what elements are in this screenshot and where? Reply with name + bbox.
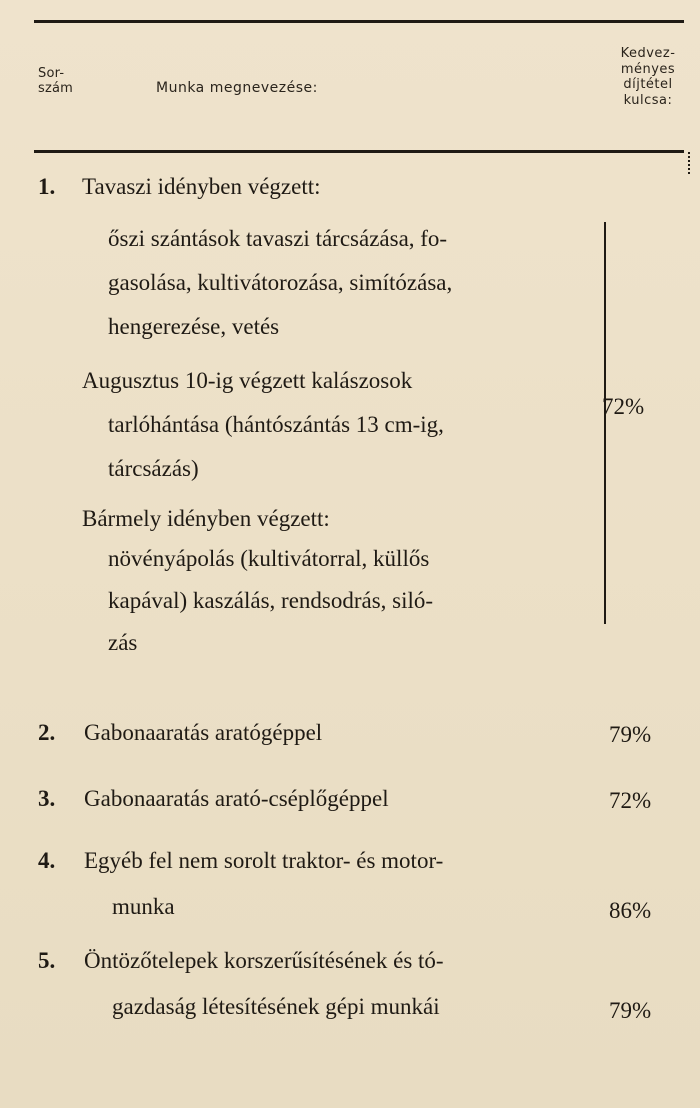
item-1-line: gasolása, kultivátorozása, simítózása, <box>108 270 453 295</box>
item-4-line: Egyéb fel nem sorolt traktor- és motor- <box>84 848 444 873</box>
item-1-line: növényápolás (kultivátorral, küllős <box>108 546 430 571</box>
item-1-line: kapával) kaszálás, rendsodrás, siló- <box>108 588 434 613</box>
item-1-line: Tavaszi idényben végzett: <box>82 174 321 199</box>
item-1-rate: 72% <box>602 394 645 419</box>
header-rate-line2: ményes <box>620 61 676 77</box>
item-4-rate: 86% <box>609 898 652 923</box>
header-sorszam-line1: Sor- <box>38 66 65 81</box>
item-3-line: Gabonaaratás arató-cséplőgéppel <box>84 786 389 811</box>
header-rate-line1: Kedvez- <box>620 46 676 61</box>
item-5-line: gazdaság létesítésének gépi munkái <box>112 994 440 1019</box>
item-2-rate: 79% <box>609 722 652 747</box>
header-rate <box>606 46 690 108</box>
item-1-line: Bármely idényben végzett: <box>82 506 330 531</box>
item-1-line: tárcsázás) <box>108 456 199 481</box>
header-munka: Munka megnevezése: <box>156 80 318 96</box>
item-5-number: 5. <box>38 948 56 973</box>
item-4-line: munka <box>112 894 175 919</box>
item-1-line: őszi szántások tavaszi tárcsázása, fo- <box>108 226 448 251</box>
header-rule <box>34 150 684 153</box>
header-sorszam-line2: szám <box>38 81 74 96</box>
top-rule <box>34 20 684 23</box>
header-sorszam <box>38 66 73 96</box>
item-1-line: tarlóhántása (hántószántás 13 cm-ig, <box>108 412 444 437</box>
item-3-rate: 72% <box>609 788 652 813</box>
item-3-number: 3. <box>38 786 56 811</box>
item-1-line: Augusztus 10-ig végzett kalászosok <box>82 368 413 393</box>
item-2-number: 2. <box>38 720 56 745</box>
item-5-line: Öntözőtelepek korszerűsítésének és tó- <box>84 948 444 973</box>
item-2-line: Gabonaaratás aratógéppel <box>84 720 323 745</box>
header-rate-line4: kulcsa: <box>623 92 673 108</box>
item-1-line: zás <box>108 630 138 655</box>
item-1-brace <box>592 222 606 624</box>
item-4-number: 4. <box>38 848 56 873</box>
item-1-number: 1. <box>38 174 56 199</box>
column-tick <box>688 152 692 174</box>
item-5-rate: 79% <box>609 998 652 1023</box>
item-1-line: hengerezése, vetés <box>108 314 280 339</box>
header-rate-line3: díjtétel <box>623 77 673 92</box>
